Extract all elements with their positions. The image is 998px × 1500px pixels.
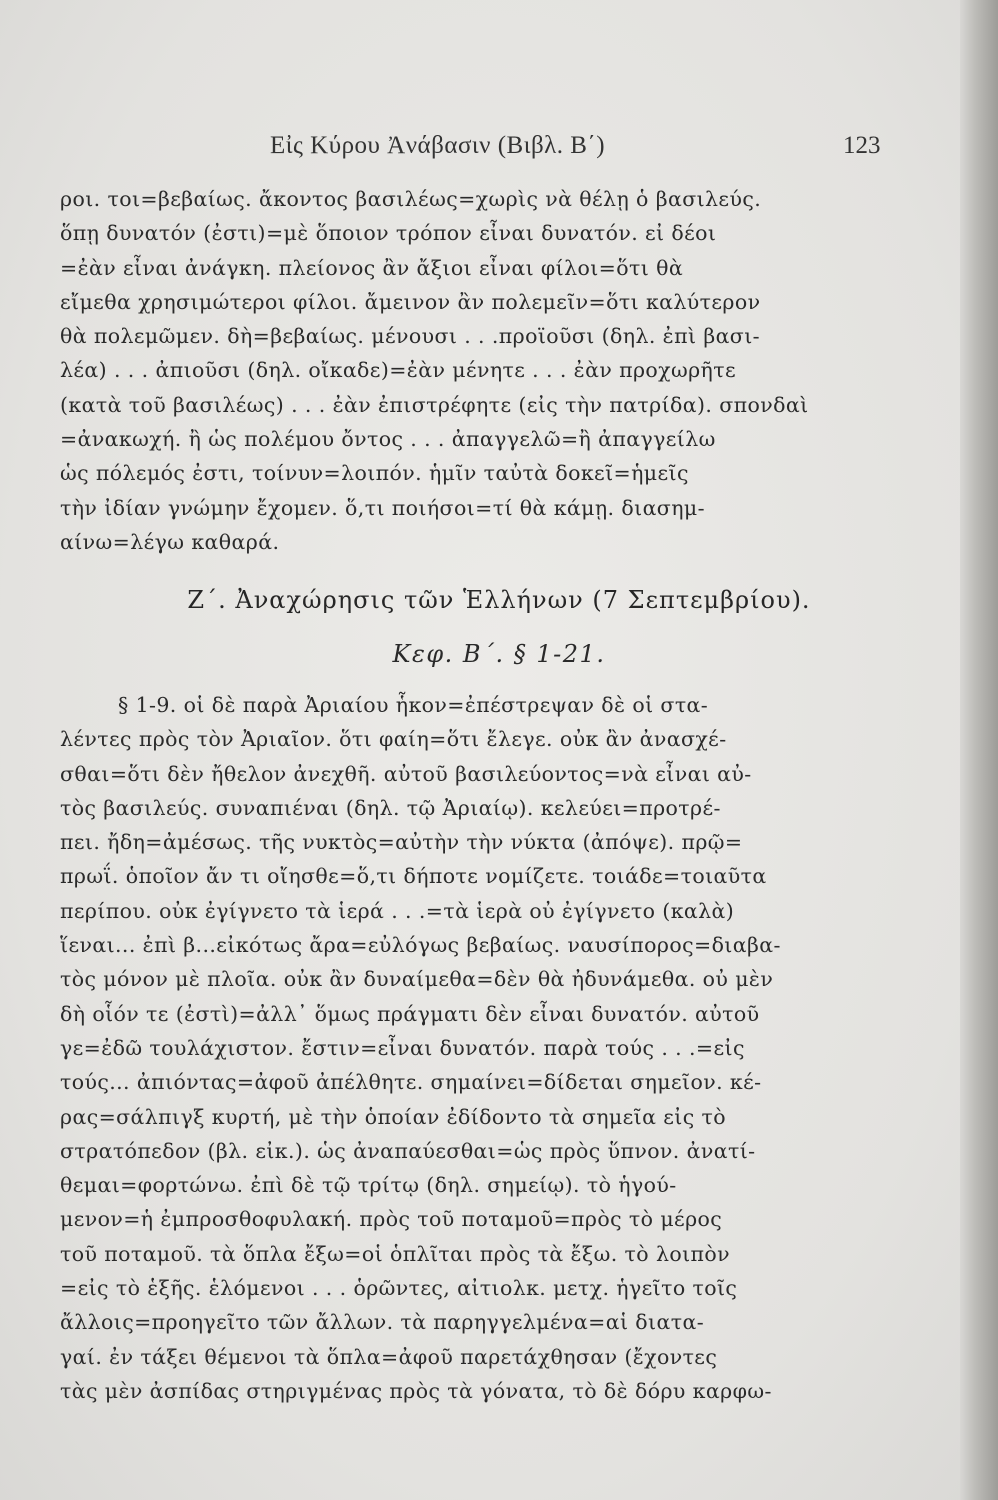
text-line: τὸς βασιλεύς. συναπιέναι (δηλ. τῷ Ἀριαίῳ). κελεύει=προτρέ- <box>60 795 721 820</box>
text-line: τοῦ ποταμοῦ. τὰ ὅπλα ἔξω=οἱ ὁπλῖται πρὸς τὰ ἔξω. τὸ λοιπὸν <box>60 1241 731 1266</box>
section-title: Ζ΄. Ἀναχώρησις τῶν Ἑλλήνων (7 Σεπτεμβρίου). <box>187 586 811 614</box>
text-line: ἄλλοις=προηγεῖτο τῶν ἄλλων. τὰ παρηγγελμένα=αἱ διατα- <box>60 1310 705 1335</box>
page-spine-shadow <box>960 0 998 1500</box>
text-line: γαί. ἐν τάξει θέμενοι τὰ ὅπλα=ἀφοῦ παρετάχθησαν (ἔχοντες <box>60 1344 718 1369</box>
text-line: γε=ἐδῶ τουλάχιστον. ἔστιν=εἶναι δυνατόν. παρὰ τούς . . .=εἰς <box>60 1035 745 1060</box>
text-line: (κατὰ τοῦ βασιλέως) . . . ἐὰν ἐπιστρέφητε (εἰς τὴν πατρίδα). σπονδαὶ <box>60 392 809 417</box>
text-line: ροι. τοι=βεβαίως. ἄκοντος βασιλέως=χωρὶς νὰ θέλῃ ὁ βασιλεύς. <box>60 187 762 211</box>
text-line: τὴν ἰδίαν γνώμην ἔχομεν. ὅ,τι ποιήσοι=τί θὰ κάμῃ. διασημ- <box>60 495 705 520</box>
text-line: δὴ οἷόν τε (ἐστὶ)=ἀλλ᾿ ὅμως πράγματι δὲν εἶναι δυνατόν. αὐτοῦ <box>60 1001 760 1026</box>
text-line: σθαι=ὅτι δὲν ἤθελον ἀνεχθῆ. αὐτοῦ βασιλεύοντος=νὰ εἶναι αὐ- <box>60 761 752 786</box>
notes-body <box>60 688 880 1408</box>
text-line: τὰς μὲν ἀσπίδας στηριγμένας πρὸς τὰ γόνατα, τὸ δὲ δόρυ καρφω- <box>60 1378 772 1403</box>
page-number: 123 <box>843 132 881 159</box>
text-line: ὡς πόλεμός ἐστι, τοίνυν=λοιπόν. ἡμῖν ταὐτὰ δοκεῖ=ἡμεῖς <box>60 461 689 486</box>
text-line: θεμαι=φορτώνω. ἐπὶ δὲ τῷ τρίτῳ (δηλ. σημείῳ). τὸ ἡγού- <box>60 1173 677 1198</box>
text-line: τούς... ἀπιόντας=ἀφοῦ ἀπέλθητε. σημαίνει=δίδεται σημεῖον. κέ- <box>60 1070 762 1095</box>
text-line: αίνω=λέγω καθαρά. <box>60 529 280 554</box>
notes-top <box>60 182 880 559</box>
running-head <box>0 128 998 168</box>
text-line: τὸς μόνον μὲ πλοῖα. οὐκ ἂν δυναίμεθα=δὲν θὰ ἠδυνάμεθα. οὐ μὲν <box>60 967 774 992</box>
text-line: περίπου. οὐκ ἐγίγνετο τὰ ἱερά . . .=τὰ ἱερὰ οὐ ἐγίγνετο (καλὰ) <box>60 898 735 923</box>
text-line: =ἀνακωχή. ἢ ὡς πολέμου ὄντος . . . ἀπαγγελῶ=ἢ ἀπαγγείλω <box>60 427 716 452</box>
text-line: μενον=ἡ ἐμπροσθοφυλακή. πρὸς τοῦ ποταμοῦ=πρὸς τὸ μέρος <box>60 1207 723 1232</box>
text-line: § 1-9. οἱ δὲ παρὰ Ἀριαίου ἧκον=ἐπέστρεψαν δὲ οἱ στα- <box>118 693 709 717</box>
text-line: =ἐὰν εἶναι ἀνάγκη. πλείονος ἂν ἄξιοι εἶναι φίλοι=ὅτι θὰ <box>60 255 684 280</box>
text-line: λέντες πρὸς τὸν Ἀριαῖον. ὅτι φαίη=ὅτι ἔλεγε. οὐκ ἂν ἀνασχέ- <box>60 727 727 752</box>
text-line: ὅπῃ δυνατόν (ἐστι)=μὲ ὅποιον τρόπον εἶναι δυνατόν. εἰ δέοι <box>60 221 717 246</box>
text-line: =εἰς τὸ ἑξῆς. ἑλόμενοι . . . ὁρῶντες, αἰτιολκ. μετχ. ἡγεῖτο τοῖς <box>60 1276 738 1301</box>
text-line: ἵεναι... ἐπὶ β...εἰκότως ἄρα=εὐλόγως βεβαίως. ναυσίπορος=διαβα- <box>60 933 781 958</box>
text-line: θὰ πολεμῶμεν. δὴ=βεβαίως. μένουσι . . .προϊοῦσι (δηλ. ἐπὶ βασι- <box>60 324 760 349</box>
chapter-heading <box>0 640 998 668</box>
text-line: στρατόπεδον (βλ. εἰκ.). ὡς ἀναπαύεσθαι=ὡς πρὸς ὕπνον. ἀνατί- <box>60 1138 756 1163</box>
text-line: εἴμεθα χρησιμώτεροι φίλοι. ἄμεινον ἂν πολεμεῖν=ὅτι καλύτερον <box>60 289 761 314</box>
chapter-title: Κεφ. Β΄. § 1-21. <box>392 640 606 668</box>
text-line: λέα) . . . ἀπιοῦσι (δηλ. οἴκαδε)=ἐὰν μένητε . . . ἐὰν προχωρῆτε <box>60 358 737 383</box>
text-line: πει. ἤδη=ἀμέσως. τῆς νυκτὸς=αὐτὴν τὴν νύκτα (ἀπόψε). πρῷ= <box>60 830 743 855</box>
section-heading <box>0 586 998 614</box>
text-line: ρας=σάλπιγξ κυρτή, μὲ τὴν ὁποίαν ἐδίδοντο τὰ σημεῖα εἰς τὸ <box>60 1104 726 1129</box>
text-line: πρωΐ. ὁποῖον ἄν τι οἴησθε=ὅ,τι δήποτε νομίζετε. τοιάδε=τοιαῦτα <box>60 864 767 889</box>
running-title: Εἰς Κύρου Ἀνάβασιν (Βιβλ. Β΄) <box>270 132 606 159</box>
